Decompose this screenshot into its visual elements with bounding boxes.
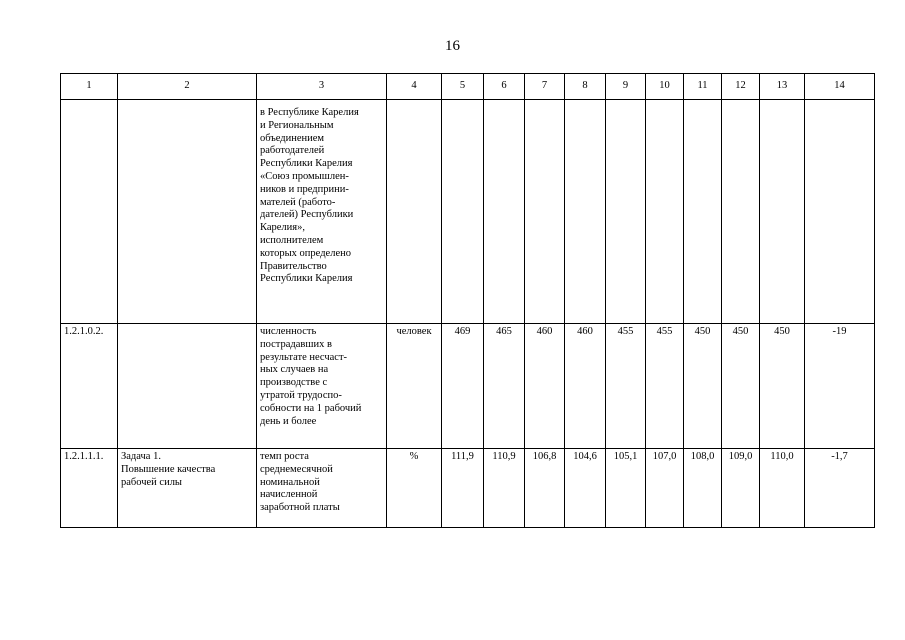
cell-value-9: 455 xyxy=(606,324,646,449)
header-col-9: 9 xyxy=(606,74,646,100)
cell-value-12: 109,0 xyxy=(722,449,760,528)
header-col-11: 11 xyxy=(684,74,722,100)
cell-value-14 xyxy=(805,100,875,324)
cell-value-13: 450 xyxy=(760,324,805,449)
header-col-8: 8 xyxy=(565,74,606,100)
cell-value-5: 111,9 xyxy=(442,449,484,528)
cell-value-12: 450 xyxy=(722,324,760,449)
indicator-table xyxy=(60,73,875,528)
header-col-1: 1 xyxy=(61,74,118,100)
cell-value-8: 460 xyxy=(565,324,606,449)
cell-value-13: 110,0 xyxy=(760,449,805,528)
cell-value-8 xyxy=(565,100,606,324)
header-col-3: 3 xyxy=(257,74,387,100)
cell-code: 1.2.1.1.1. xyxy=(61,449,118,528)
header-col-7: 7 xyxy=(525,74,565,100)
cell-indicator: численность пострадавших в результате несчаст- ных случаев на производстве с утратой трудоспо- собности на 1 рабочий день и более xyxy=(257,324,387,449)
cell-task: Задача 1. Повышение качества рабочей силы xyxy=(118,449,257,528)
cell-value-11: 450 xyxy=(684,324,722,449)
cell-value-12 xyxy=(722,100,760,324)
cell-value-10: 107,0 xyxy=(646,449,684,528)
header-col-4: 4 xyxy=(387,74,442,100)
cell-value-6: 465 xyxy=(484,324,525,449)
cell-value-10: 455 xyxy=(646,324,684,449)
cell-unit: % xyxy=(387,449,442,528)
cell-value-6 xyxy=(484,100,525,324)
header-col-2: 2 xyxy=(118,74,257,100)
cell-task xyxy=(118,100,257,324)
cell-value-14: -19 xyxy=(805,324,875,449)
cell-indicator: в Республике Карелия и Региональным объединением работодателей Республики Карелия «Союз промышлен- ников и предприни- мателей (работо- дателей) Республики Карелия», исполнителем которых определено Правительство Республики Карелия xyxy=(257,100,387,324)
header-col-12: 12 xyxy=(722,74,760,100)
table-body xyxy=(61,100,875,528)
cell-value-5 xyxy=(442,100,484,324)
header-col-13: 13 xyxy=(760,74,805,100)
cell-value-7: 460 xyxy=(525,324,565,449)
cell-value-9 xyxy=(606,100,646,324)
table-row-1-2-1-0-2 xyxy=(61,324,875,449)
cell-value-13 xyxy=(760,100,805,324)
header-row xyxy=(61,74,875,100)
cell-task xyxy=(118,324,257,449)
header-col-10: 10 xyxy=(646,74,684,100)
table-header xyxy=(61,74,875,100)
table-row-continuation xyxy=(61,100,875,324)
cell-value-11: 108,0 xyxy=(684,449,722,528)
cell-value-10 xyxy=(646,100,684,324)
header-col-5: 5 xyxy=(442,74,484,100)
cell-value-7: 106,8 xyxy=(525,449,565,528)
cell-code xyxy=(61,100,118,324)
header-col-14: 14 xyxy=(805,74,875,100)
cell-value-8: 104,6 xyxy=(565,449,606,528)
cell-unit: человек xyxy=(387,324,442,449)
cell-value-9: 105,1 xyxy=(606,449,646,528)
table-row-1-2-1-1-1 xyxy=(61,449,875,528)
cell-value-5: 469 xyxy=(442,324,484,449)
page-number: 16 xyxy=(445,38,460,54)
cell-unit xyxy=(387,100,442,324)
cell-code: 1.2.1.0.2. xyxy=(61,324,118,449)
header-col-6: 6 xyxy=(484,74,525,100)
cell-value-6: 110,9 xyxy=(484,449,525,528)
cell-value-7 xyxy=(525,100,565,324)
cell-indicator: темп роста среднемесячной номинальной начисленной заработной платы xyxy=(257,449,387,528)
cell-value-14: -1,7 xyxy=(805,449,875,528)
cell-value-11 xyxy=(684,100,722,324)
